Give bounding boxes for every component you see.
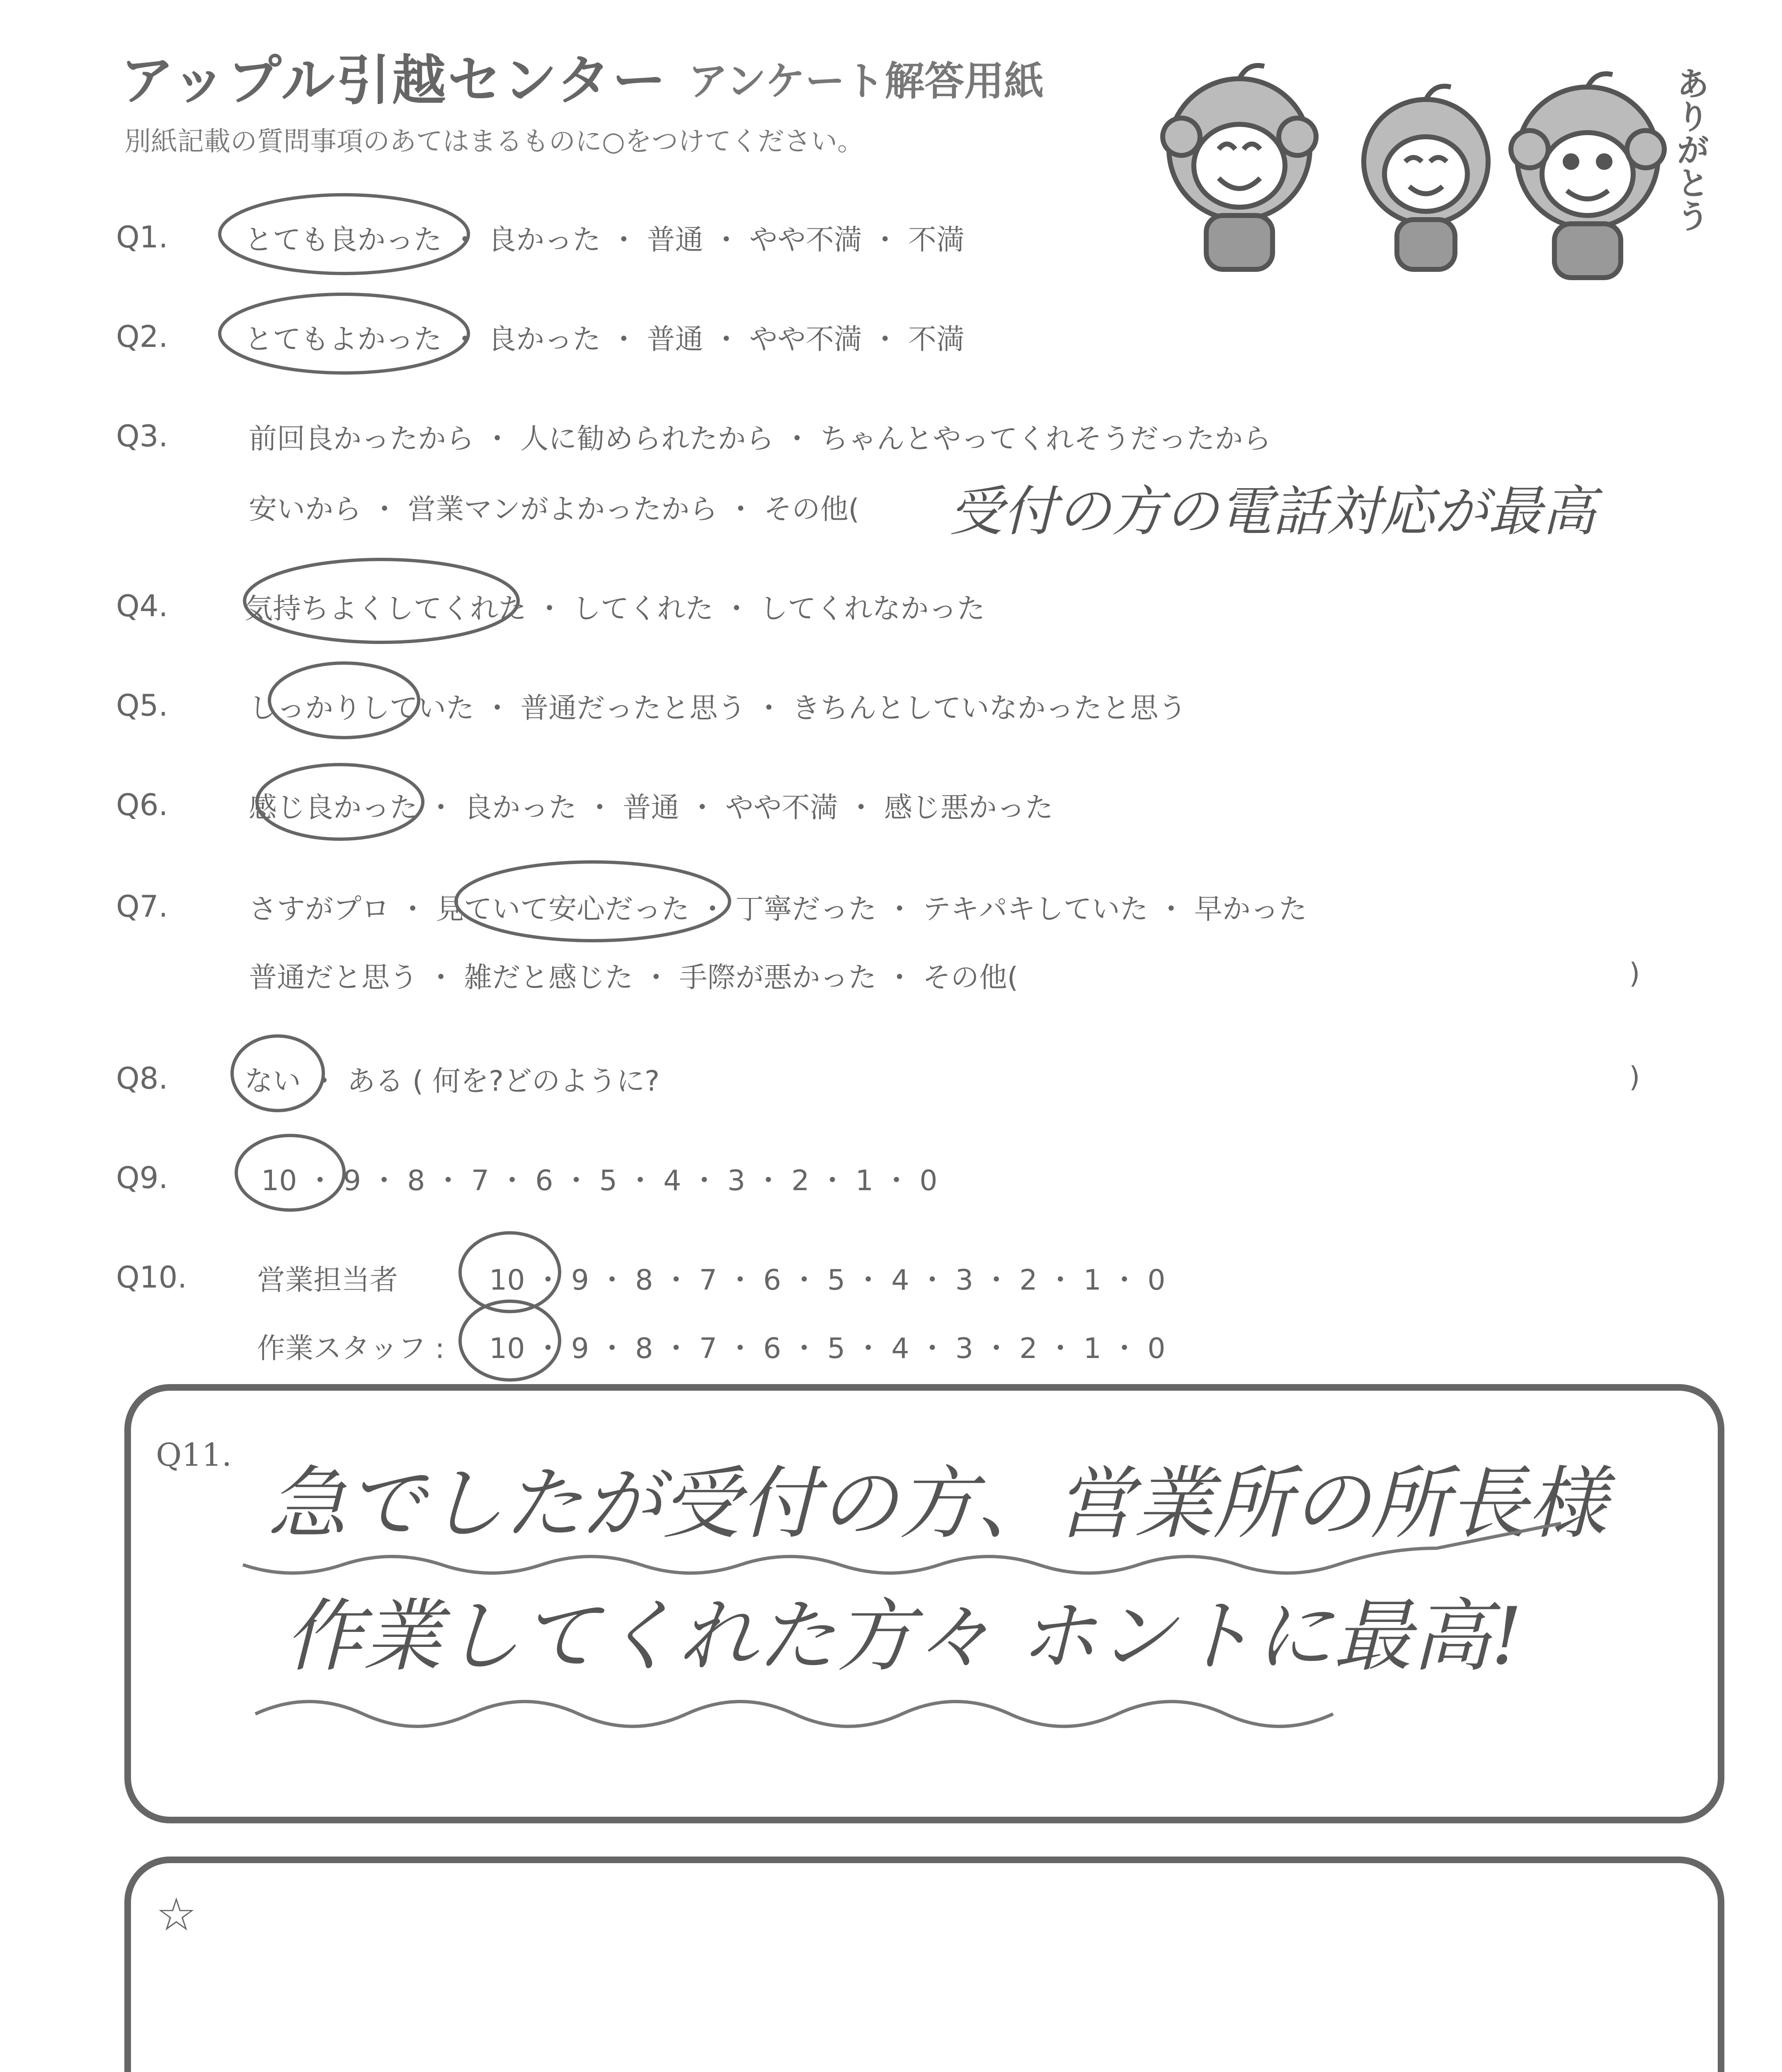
q7-circle xyxy=(456,862,730,941)
q7-close-paren: ) xyxy=(1629,957,1640,990)
q11-wavy-underlines xyxy=(235,1515,1685,1747)
star-icon: ☆ xyxy=(156,1888,197,1941)
q10-number: Q10. xyxy=(116,1260,187,1295)
q6-number: Q6. xyxy=(116,787,168,822)
q2-options: とてもよかった ・ 良かった ・ 普通 ・ やや不満 ・ 不満 xyxy=(245,323,965,356)
q2-number: Q2. xyxy=(116,319,168,354)
form-subtitle: アンケート解答用紙 xyxy=(688,58,1044,104)
q7-options-line2: 普通だと思う ・ 雑だと感じた ・ 手際が悪かった ・ その他( xyxy=(249,961,1018,994)
form-instruction: 別紙記載の質問事項のあてはまるものに○をつけてください。 xyxy=(124,126,864,157)
free-comment-box xyxy=(124,1857,1724,2072)
q1-options: とても良かった ・ 良かった ・ 普通 ・ やや不満 ・ 不満 xyxy=(245,224,965,257)
q8-number: Q8. xyxy=(116,1061,168,1096)
q4-number: Q4. xyxy=(116,588,168,623)
q4-options: 気持ちよくしてくれた ・ してくれた ・ してくれなかった xyxy=(245,593,985,625)
q8-close-paren: ) xyxy=(1629,1061,1640,1094)
q10-sales-scale: 10 ・ 9 ・ 8 ・ 7 ・ 6 ・ 5 ・ 4 ・ 3 ・ 2 ・ 1 ・ 0 xyxy=(489,1264,1166,1297)
q11-handwriting-line2: 作業してくれた方々 ホントに最高! xyxy=(284,1590,1523,1682)
q6-circle xyxy=(257,765,423,839)
q1-number: Q1. xyxy=(116,220,168,254)
q8-options: ない ・ ある ( 何を?どのように? xyxy=(245,1065,660,1098)
q3-options-line1: 前回良かったから ・ 人に勧められたから ・ ちゃんとやってくれそうだったから xyxy=(249,423,1271,455)
q1-circle xyxy=(220,195,468,274)
q10-sales-label: 営業担当者 xyxy=(257,1264,398,1297)
q2-circle xyxy=(220,294,468,373)
q8-circle xyxy=(232,1036,323,1111)
q11-comment-box xyxy=(124,1384,1724,1823)
q7-number: Q7. xyxy=(116,889,168,924)
q4-circle xyxy=(245,559,518,642)
q9-number: Q9. xyxy=(116,1160,168,1195)
q9-scale: 10 ・ 9 ・ 8 ・ 7 ・ 6 ・ 5 ・ 4 ・ 3 ・ 2 ・ 1 ・ 0 xyxy=(261,1164,938,1197)
q11-number: Q11. xyxy=(156,1436,232,1473)
form-title: アップル引越センター xyxy=(120,49,668,112)
q5-number: Q5. xyxy=(116,688,168,723)
q5-circle xyxy=(269,663,419,738)
q6-options: 感じ良かった ・ 良かった ・ 普通 ・ やや不満 ・ 感じ悪かった xyxy=(249,792,1053,824)
q3-options-line2: 安いから ・ 営業マンがよかったから ・ その他( xyxy=(249,493,859,526)
q10-staff-label: 作業スタッフ : xyxy=(257,1332,445,1365)
q7-options-line1: さすがプロ ・ 見ていて安心だった ・ 丁寧だった ・ テキパキしていた ・ 早かった xyxy=(249,893,1307,926)
mascot-thanks-text: ありがとう xyxy=(1671,66,1709,232)
q3-handwritten-answer: 受付の方の電話対応が最高 xyxy=(949,480,1596,543)
q10-staff-scale: 10 ・ 9 ・ 8 ・ 7 ・ 6 ・ 5 ・ 4 ・ 3 ・ 2 ・ 1 ・ 0 xyxy=(489,1332,1166,1365)
q3-number: Q3. xyxy=(116,419,168,453)
q11-handwriting-line1: 急でしたが受付の方、営業所の所長様 xyxy=(268,1458,1607,1549)
q5-options: しっかりしていた ・ 普通だったと思う ・ きちんとしていなかったと思う xyxy=(249,692,1187,725)
q9-circle xyxy=(236,1135,344,1210)
